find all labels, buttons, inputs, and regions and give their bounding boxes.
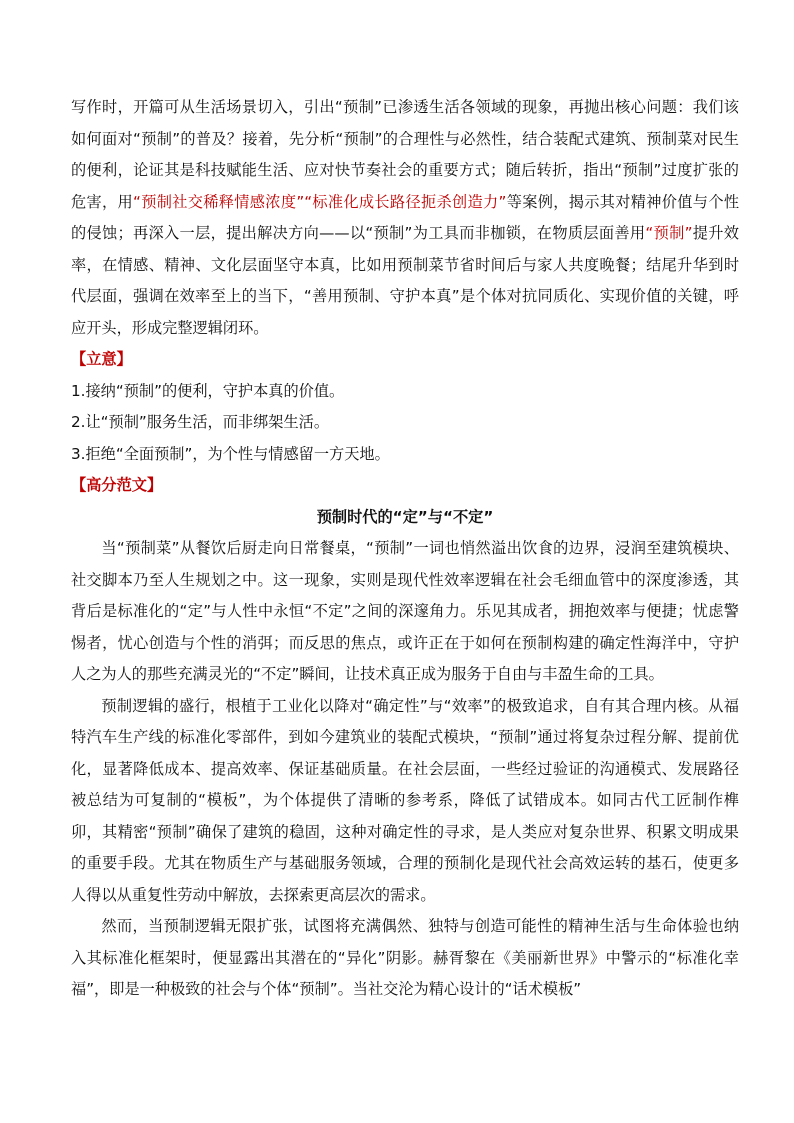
guidance-text-2: 等案例，揭示其对精神价值与个性的侵蚀；再深入一层，提出解决方向——以“预制”为工具而非枷锁，在物质层面善用 [71,192,740,242]
guidance-text-3: 提升效率，在情感、精神、文化层面坚守本真，比如用预制菜节省时间后与家人共度晚餐；结尾升华到时代层面，强调在效率至上的当下，“善用预制、守护本真”是个体对抗同质化、实现价值的关键，呼应开头，形成完整逻辑闭环。 [71,224,739,337]
document-page [71,92,739,1006]
section-heading-fanwen: 【高分范文】 [71,476,163,494]
essay-paragraph-2: 预制逻辑的盛行，根植于工业化以降对“确定性”与“效率”的极致追求，自有其合理内核。从福特汽车生产线的标准化零部件，到如今建筑业的装配式模块，“预制”通过将复杂过程分解、提前优化，显著降低成本、提高效率、保证基础质量。在社会层面，一些经过验证的沟通模式、发展路径被总结为可复制的“模板”，为个体提供了清晰的参考系，降低了试错成本。如同古代工匠制作榫卯，其精密“预制”确保了建筑的稳固，这种对确定性的寻求，是人类应对复杂世界、积累文明成果的重要手段。尤其在物质生产与基础服务领域，合理的预制化是现代社会高效运转的基石，使更多人得以从重复性劳动中解放，去探索更高层次的需求。 [71,696,739,904]
guidance-highlight-examples: “预制社交稀释情感浓度”“标准化成长路径扼杀创造力” [133,192,507,211]
essay-paragraph-1: 当“预制菜”从餐饮后厨走向日常餐桌，“预制”一词也悄然溢出饮食的边界，浸润至建筑模块、社交脚本乃至人生规划之中。这一现象，实则是现代性效率逻辑在社会毛细血管中的深度渗透，其背后是标准化的“定”与人性中永恒“不定”之间的深邃角力。乐见其成者，拥抱效率与便捷；忧虑警惕者，忧心创造与个性的消弭；而反思的焦点，或许正在于如何在预制构建的确定性海洋中，守护人之为人的那些充满灵光的“不定”瞬间，让技术真正成为服务于自由与丰盈生命的工具。 [71,539,739,683]
writing-guidance-paragraph [71,92,739,344]
guidance-highlight-yuzhi: “预制” [645,224,693,242]
essay-title: 预制时代的“定”与“不定” [316,507,494,526]
liyi-item-2: 2.让“预制”服务生活，而非绑架生活。 [71,413,330,431]
guidance-text-1: 写作时，开篇可从生活场景切入，引出“预制”已渗透生活各领域的现象，再抛出核心问题：我们该如何面对“预制”的普及？接着，先分析“预制”的合理性与必然性，结合装配式建筑、预制菜对民生的便利，论证其是科技赋能生活、应对快节奏社会的重要方式；随后转折，指出“预制”过度扩张的危害，用 [71,98,739,211]
liyi-item-1: 1.接纳“预制”的便利，守护本真的价值。 [71,381,345,400]
liyi-item-3: 3.拒绝“全面预制”，为个性与情感留一方天地。 [71,444,390,463]
essay-paragraph-3: 然而，当预制逻辑无限扩张，试图将充满偶然、独特与创造可能性的精神生活与生命体验也纳入其标准化框架时，便显露出其潜在的“异化”阴影。赫胥黎在《美丽新世界》中警示的“标准化幸福”，即是一种极致的社会与个体“预制”。当社交沦为精心设计的“话术模板” [71,917,739,998]
section-heading-liyi: 【立意】 [71,350,132,368]
